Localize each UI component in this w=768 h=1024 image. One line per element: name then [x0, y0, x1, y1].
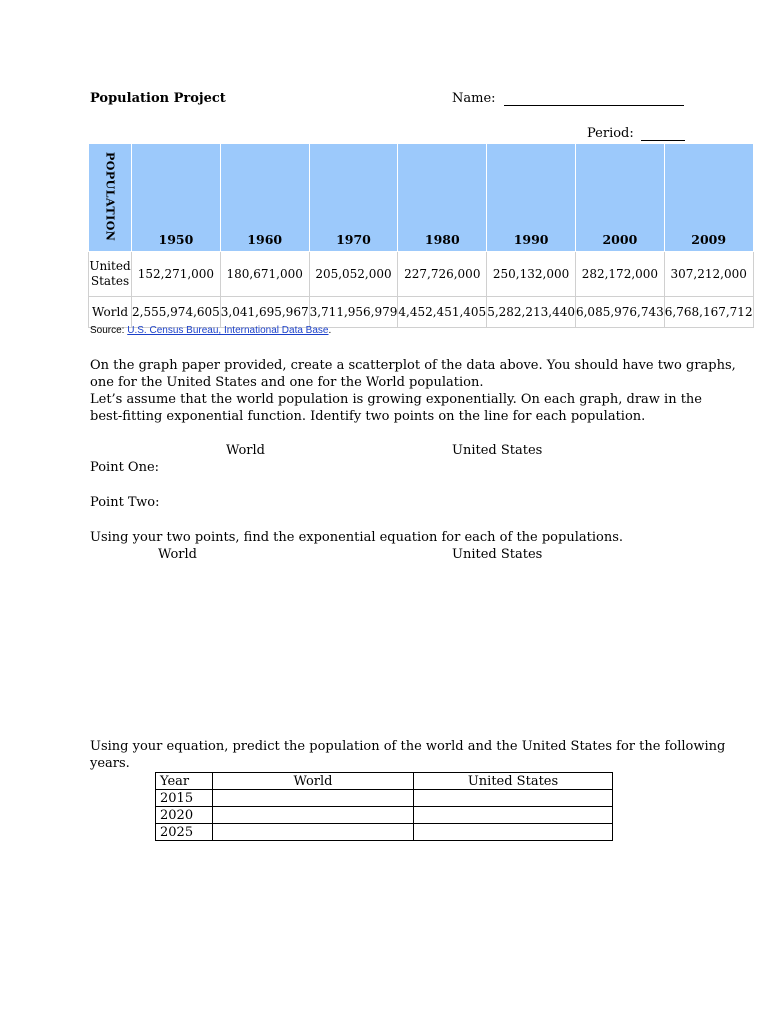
table-cell: 307,212,000 — [664, 252, 753, 297]
table-cell: 282,172,000 — [575, 252, 664, 297]
table-cell: 5,282,213,440 — [487, 297, 576, 328]
table-cell: 250,132,000 — [487, 252, 576, 297]
population-header-cell — [89, 144, 132, 252]
name-blank[interactable] — [504, 93, 684, 106]
instruction-line: best-fitting exponential function. Identify two points on the line for each population. — [90, 409, 646, 424]
table-cell: 180,671,000 — [220, 252, 309, 297]
prediction-line: years. — [90, 756, 130, 771]
prediction-prompt — [90, 738, 725, 772]
points-us-header: United States — [452, 443, 543, 458]
points-world-header: World — [226, 443, 265, 458]
table-row-world — [89, 297, 754, 328]
prediction-row — [156, 807, 613, 824]
population-table — [88, 143, 754, 328]
table-row-united-states — [89, 252, 754, 297]
prediction-table — [155, 772, 613, 841]
prediction-line: Using your equation, predict the population of the world and the United States for the following — [90, 739, 726, 754]
point-two-label: Point Two: — [90, 495, 160, 510]
equation-world-header: World — [158, 547, 197, 562]
period-field[interactable] — [587, 126, 685, 141]
prediction-row — [156, 790, 613, 807]
population-vertical-label: POPULATION — [103, 152, 117, 242]
prediction-world-cell[interactable] — [213, 824, 414, 841]
row-label-united-states — [89, 252, 132, 297]
table-cell: 3,711,956,979 — [309, 297, 398, 328]
source-line — [90, 325, 331, 336]
prediction-header-us: United States — [414, 773, 613, 790]
point-one-label: Point One: — [90, 460, 160, 475]
table-cell: 2,555,974,605 — [132, 297, 221, 328]
source-period: . — [328, 325, 332, 336]
row-label-line: United — [89, 259, 131, 273]
prediction-us-cell[interactable] — [414, 807, 613, 824]
instructions — [90, 357, 736, 425]
table-cell: 6,085,976,743 — [575, 297, 664, 328]
source-link[interactable]: U.S. Census Bureau, International Data Base — [127, 325, 329, 336]
prediction-world-cell[interactable] — [213, 807, 414, 824]
prediction-world-cell[interactable] — [213, 790, 414, 807]
table-cell: 205,052,000 — [309, 252, 398, 297]
prediction-year: 2025 — [156, 824, 213, 841]
row-label-world: World — [89, 297, 132, 328]
source-label: Source: — [90, 325, 125, 336]
prediction-header-row — [156, 773, 613, 790]
prediction-header-world: World — [213, 773, 414, 790]
year-header: 1980 — [398, 144, 487, 252]
equation-us-header: United States — [452, 547, 543, 562]
prediction-header-year: Year — [156, 773, 213, 790]
year-header: 1960 — [220, 144, 309, 252]
name-label: Name: — [452, 91, 496, 106]
row-label-line: States — [90, 274, 130, 288]
table-cell: 4,452,451,405 — [398, 297, 487, 328]
year-header: 2009 — [664, 144, 753, 252]
year-header: 2000 — [575, 144, 664, 252]
table-header-row — [89, 144, 754, 252]
page-title: Population Project — [90, 91, 226, 106]
prediction-year: 2015 — [156, 790, 213, 807]
year-header: 1950 — [132, 144, 221, 252]
instruction-line: one for the United States and one for the World population. — [90, 375, 484, 390]
prediction-us-cell[interactable] — [414, 790, 613, 807]
year-header: 1970 — [309, 144, 398, 252]
instruction-line: Let’s assume that the world population is growing exponentially. On each graph, draw in the — [90, 392, 702, 407]
table-cell: 3,041,695,967 — [220, 297, 309, 328]
period-blank[interactable] — [641, 128, 685, 141]
period-label: Period: — [587, 126, 634, 141]
year-header: 1990 — [487, 144, 576, 252]
instruction-line: On the graph paper provided, create a scatterplot of the data above. You should have two graphs, — [90, 358, 736, 373]
equation-prompt: Using your two points, find the exponential equation for each of the populations. — [90, 530, 623, 545]
prediction-row — [156, 824, 613, 841]
prediction-year: 2020 — [156, 807, 213, 824]
table-cell: 6,768,167,712 — [664, 297, 753, 328]
prediction-us-cell[interactable] — [414, 824, 613, 841]
table-cell: 227,726,000 — [398, 252, 487, 297]
table-cell: 152,271,000 — [132, 252, 221, 297]
name-field[interactable] — [452, 91, 684, 106]
